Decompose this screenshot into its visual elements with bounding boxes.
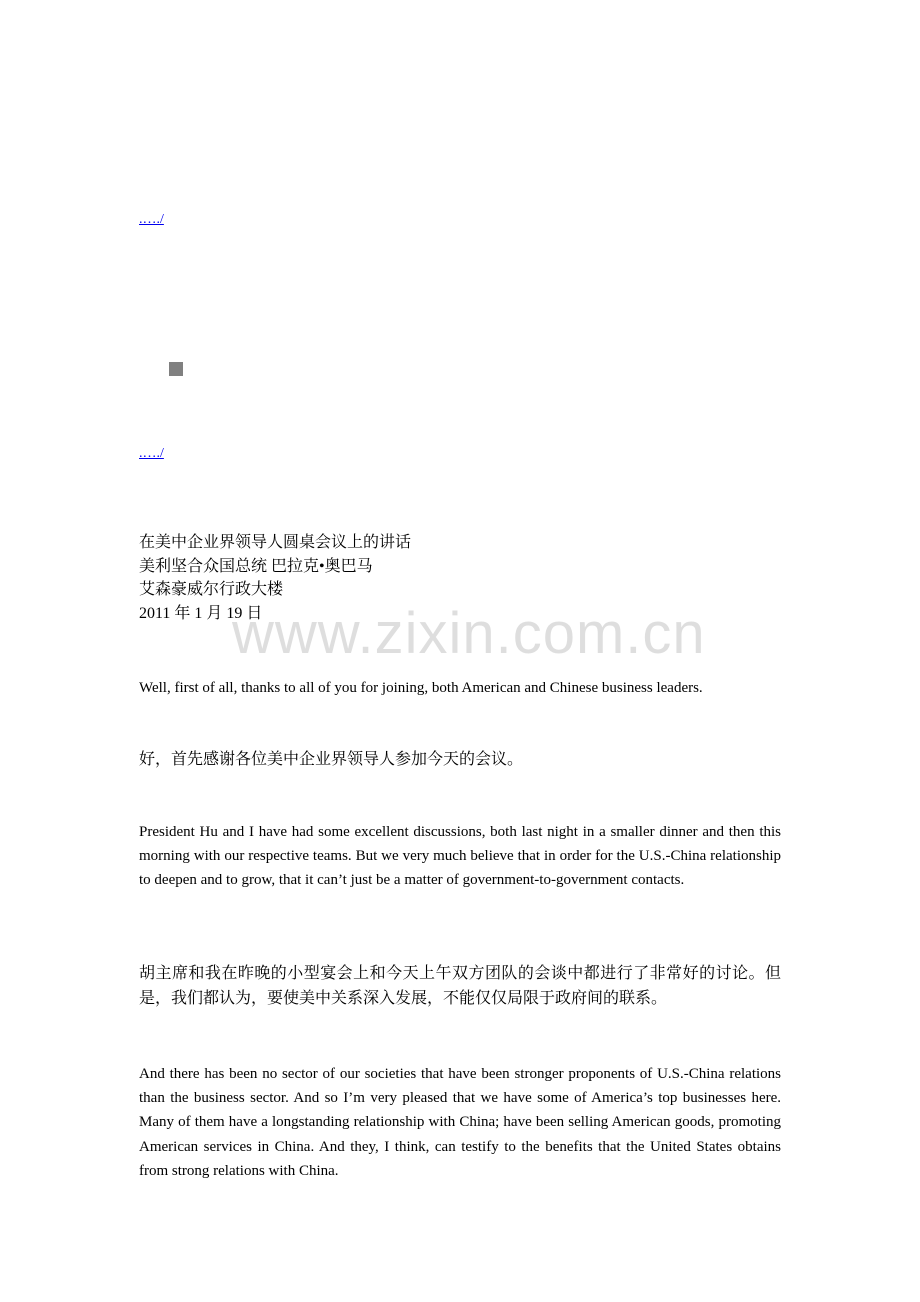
speech-date: 2011 年 1 月 19 日 xyxy=(139,604,263,622)
paragraph-en-3: And there has been no sector of our societies that have been stronger proponents of U.S.-China relations than the business sector. And so I’m very pleased that we have some of America’s top businesses here. Many of them have a longstanding relationship with China; have been selling American goods, promoting American services in China. And they, I think, can testify to the benefits that the United States obtains from strong relations with China. xyxy=(139,1066,781,1179)
speech-venue: 艾森豪威尔行政大楼 xyxy=(139,581,284,598)
nav-link-middle[interactable]: .…./ xyxy=(139,446,164,461)
speech-header xyxy=(139,531,411,625)
paragraph-zh-2: 胡主席和我在昨晚的小型宴会上和今天上午双方团队的会谈中都进行了非常好的讨论。但是，我们都认为，要使美中关系深入发展，不能仅仅局限于政府间的联系。 xyxy=(139,965,781,1007)
speech-title: 在美中企业界领导人圆桌会议上的讲话 xyxy=(139,534,412,551)
paragraph-en-1: Well, first of all, thanks to all of you for joining, both American and Chinese business leaders. xyxy=(139,680,703,696)
paragraph-en-2: President Hu and I have had some excellent discussions, both last night in a smaller dinner and then this morning with our respective teams. But we very much believe that in order for the U.S.-China relationship to deepen and to grow, that it can’t just be a matter of government-to-government contacts. xyxy=(139,824,781,889)
paragraph-zh-1: 好，首先感谢各位美中企业界领导人参加今天的会议。 xyxy=(139,751,524,768)
bullet-square-icon xyxy=(169,362,183,376)
watermark: www.zixin.com.cn xyxy=(232,601,706,666)
speech-speaker: 美利坚合众国总统 巴拉克•奥巴马 xyxy=(139,557,373,575)
nav-link-top[interactable]: .…./ xyxy=(139,212,164,227)
